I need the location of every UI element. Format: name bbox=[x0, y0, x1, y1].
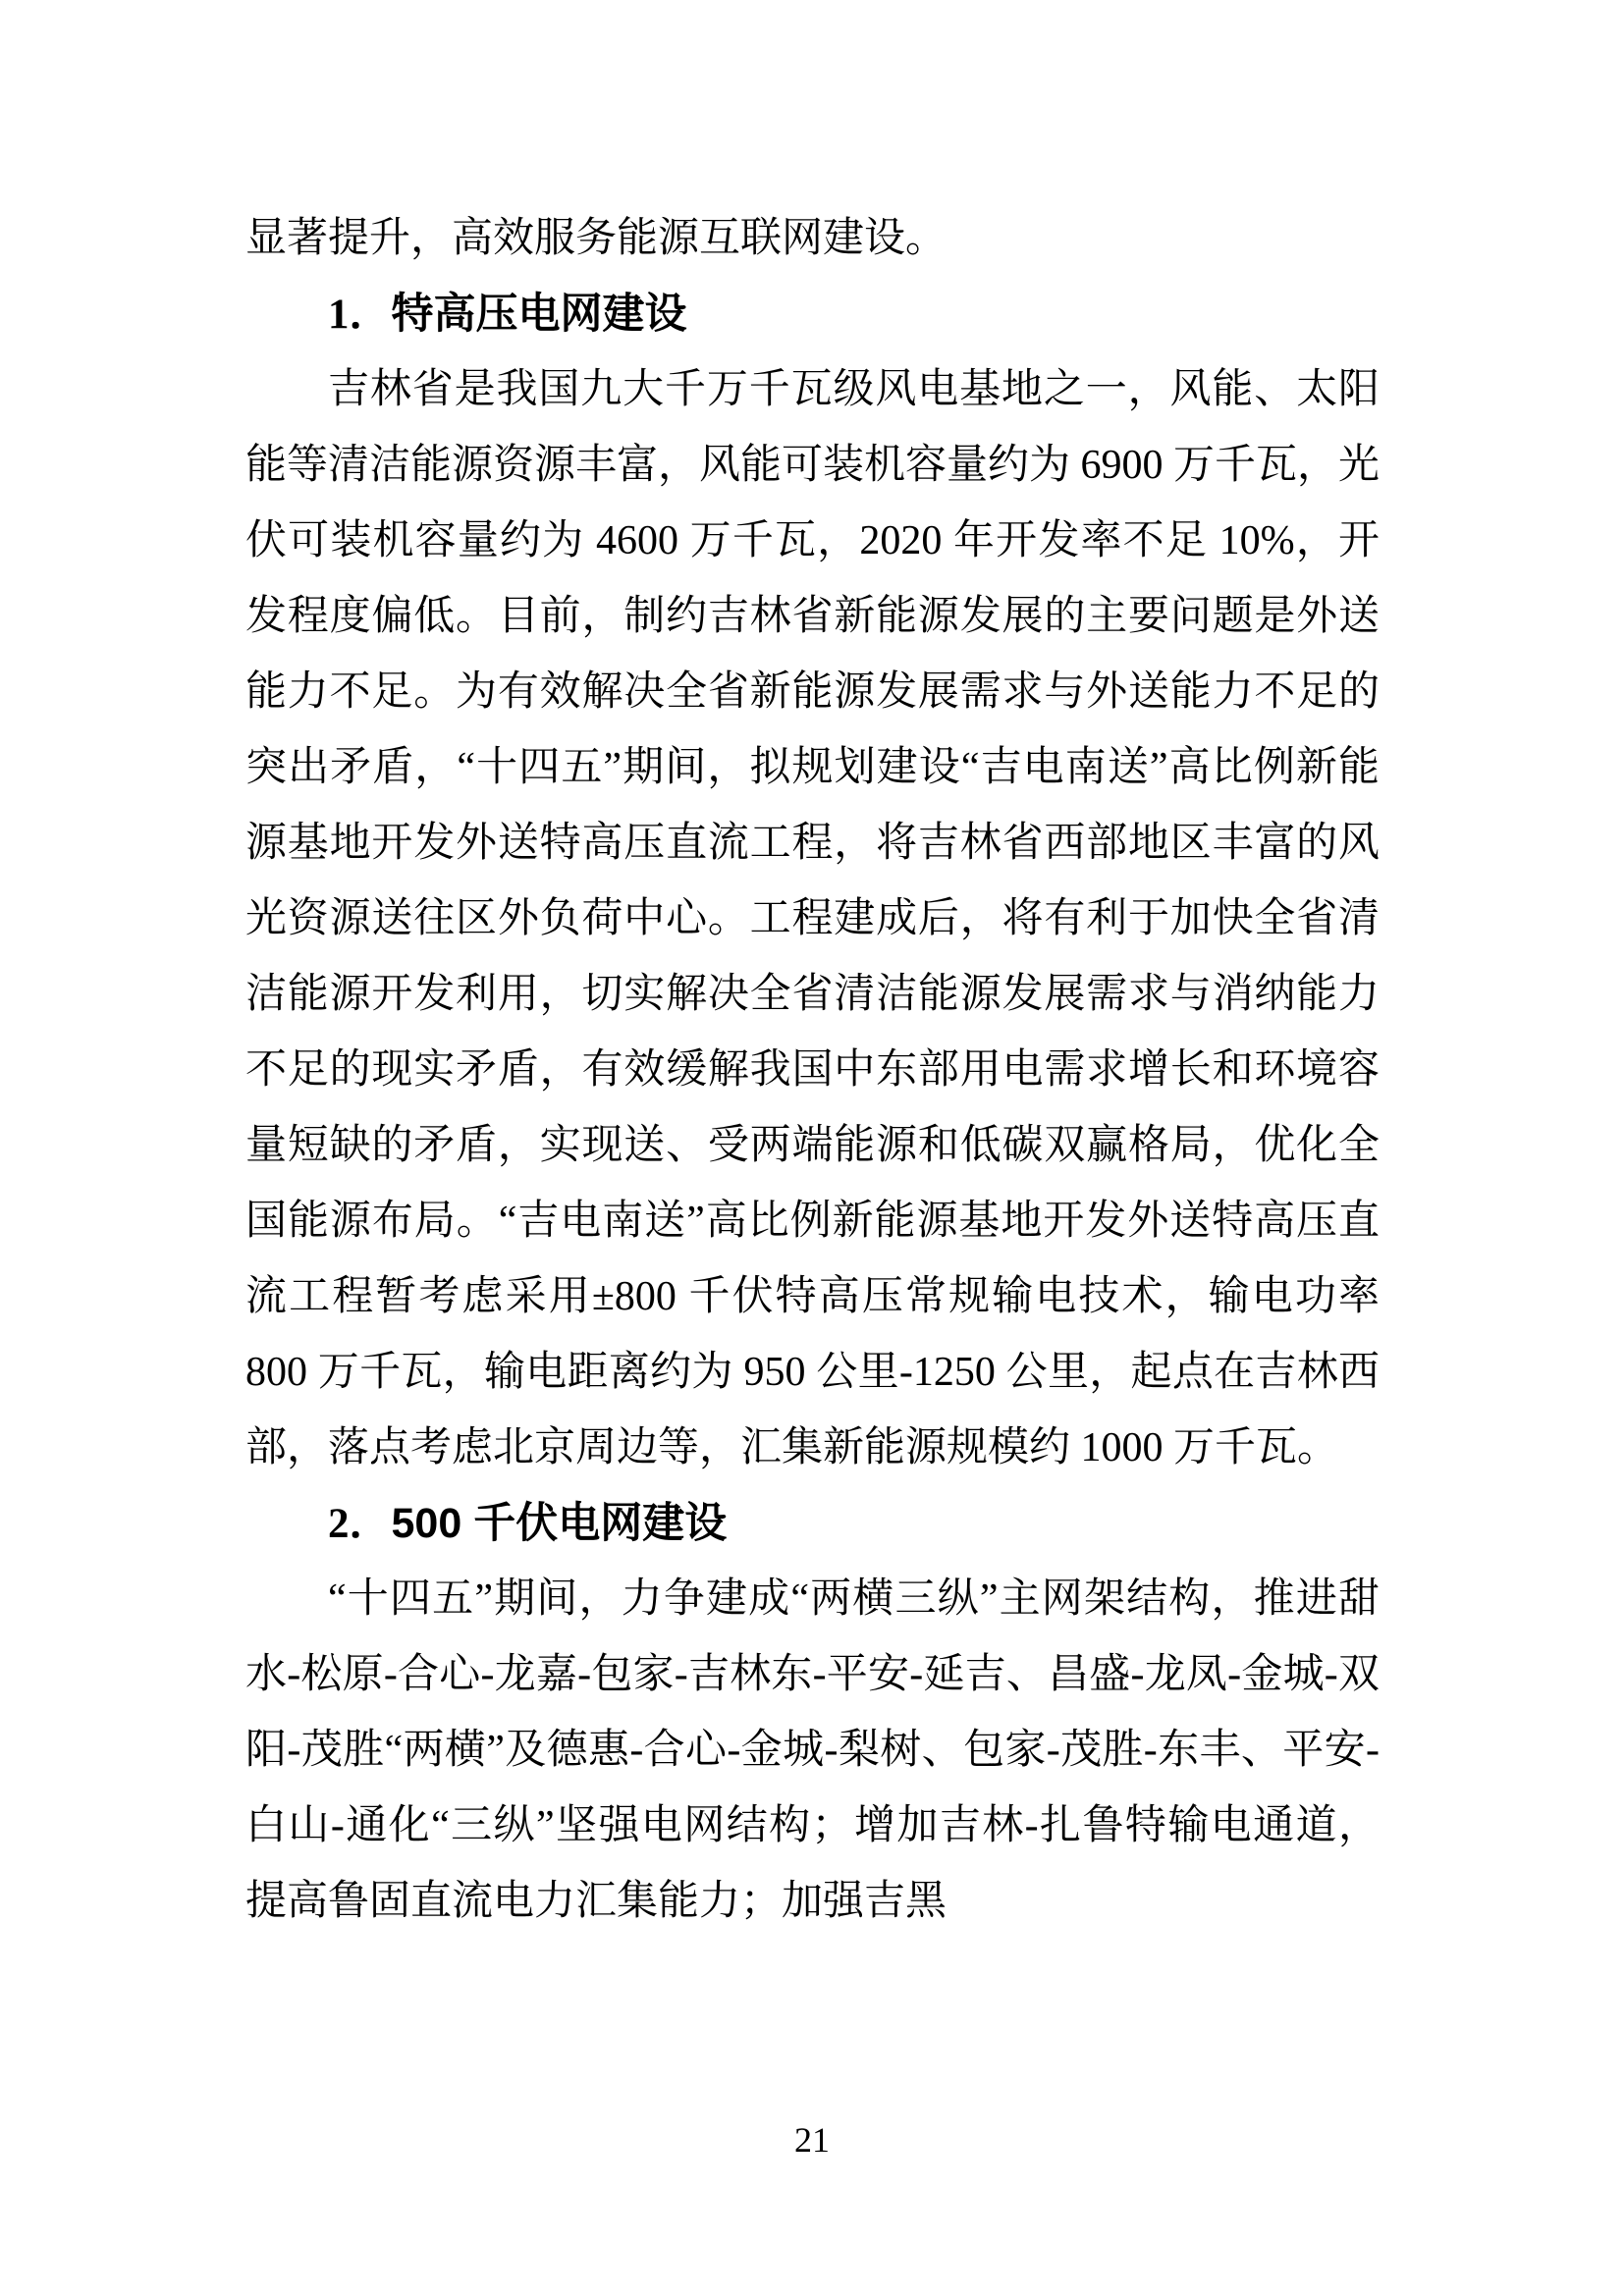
section-2-heading bbox=[245, 1486, 1380, 1562]
section-1-paragraph: 吉林省是我国九大千万千瓦级风电基地之一，风能、太阳能等清洁能源资源丰富，风能可装机容量约为 6900 万千瓦，光伏可装机容量约为 4600 万千瓦，2020 年开发率不足 10%，开发程度偏低。目前，制约吉林省新能源发展的主要问题是外送能力不足。为有效解决全省新能源发展需求与外送能力不足的突出矛盾，“十四五”期间，拟规划建设“吉电南送”高比例新能源基地开发外送特高压直流工程，将吉林省西部地区丰富的风光资源送往区外负荷中心。工程建成后，将有利于加快全省清洁能源开发利用，切实解决全省清洁能源发展需求与消纳能力不足的现实矛盾，有效缓解我国中东部用电需求增长和环境容量短缺的矛盾，实现送、受两端能源和低碳双赢格局，优化全国能源布局。“吉电南送”高比例新能源基地开发外送特高压直流工程暂考虑采用±800 千伏特高压常规输电技术，输电功率 800 万千瓦，输电距离约为 950 公里-1250 公里，起点在吉林西部，落点考虑北京周边等，汇集新能源规模约 1000 万千瓦。 bbox=[245, 367, 1380, 1470]
section-1-heading bbox=[245, 277, 1380, 352]
page-text-block bbox=[245, 201, 1380, 1940]
page-number: 21 bbox=[794, 2120, 830, 2160]
paragraph-continuation: 显著提升，高效服务能源互联网建设。 bbox=[245, 216, 947, 261]
section-2-heading-number: 2． bbox=[328, 1501, 392, 1547]
section-2-heading-title: 500 千伏电网建设 bbox=[391, 1500, 728, 1547]
section-2-paragraph: “十四五”期间，力争建成“两横三纵”主网架结构，推进甜水-松原-合心-龙嘉-包家-吉林东-平安-延吉、昌盛-龙凤-金城-双阳-茂胜“两横”及德惠-合心-金城-梨树、包家-茂胜-东丰、平安-白山-通化“三纵”坚强电网结构；增加吉林-扎鲁特输电通道，提高鲁固直流电力汇集能力；加强吉黑 bbox=[245, 1576, 1380, 1924]
section-1-heading-number: 1． bbox=[328, 292, 392, 338]
section-1-heading-title: 特高压电网建设 bbox=[391, 291, 687, 338]
